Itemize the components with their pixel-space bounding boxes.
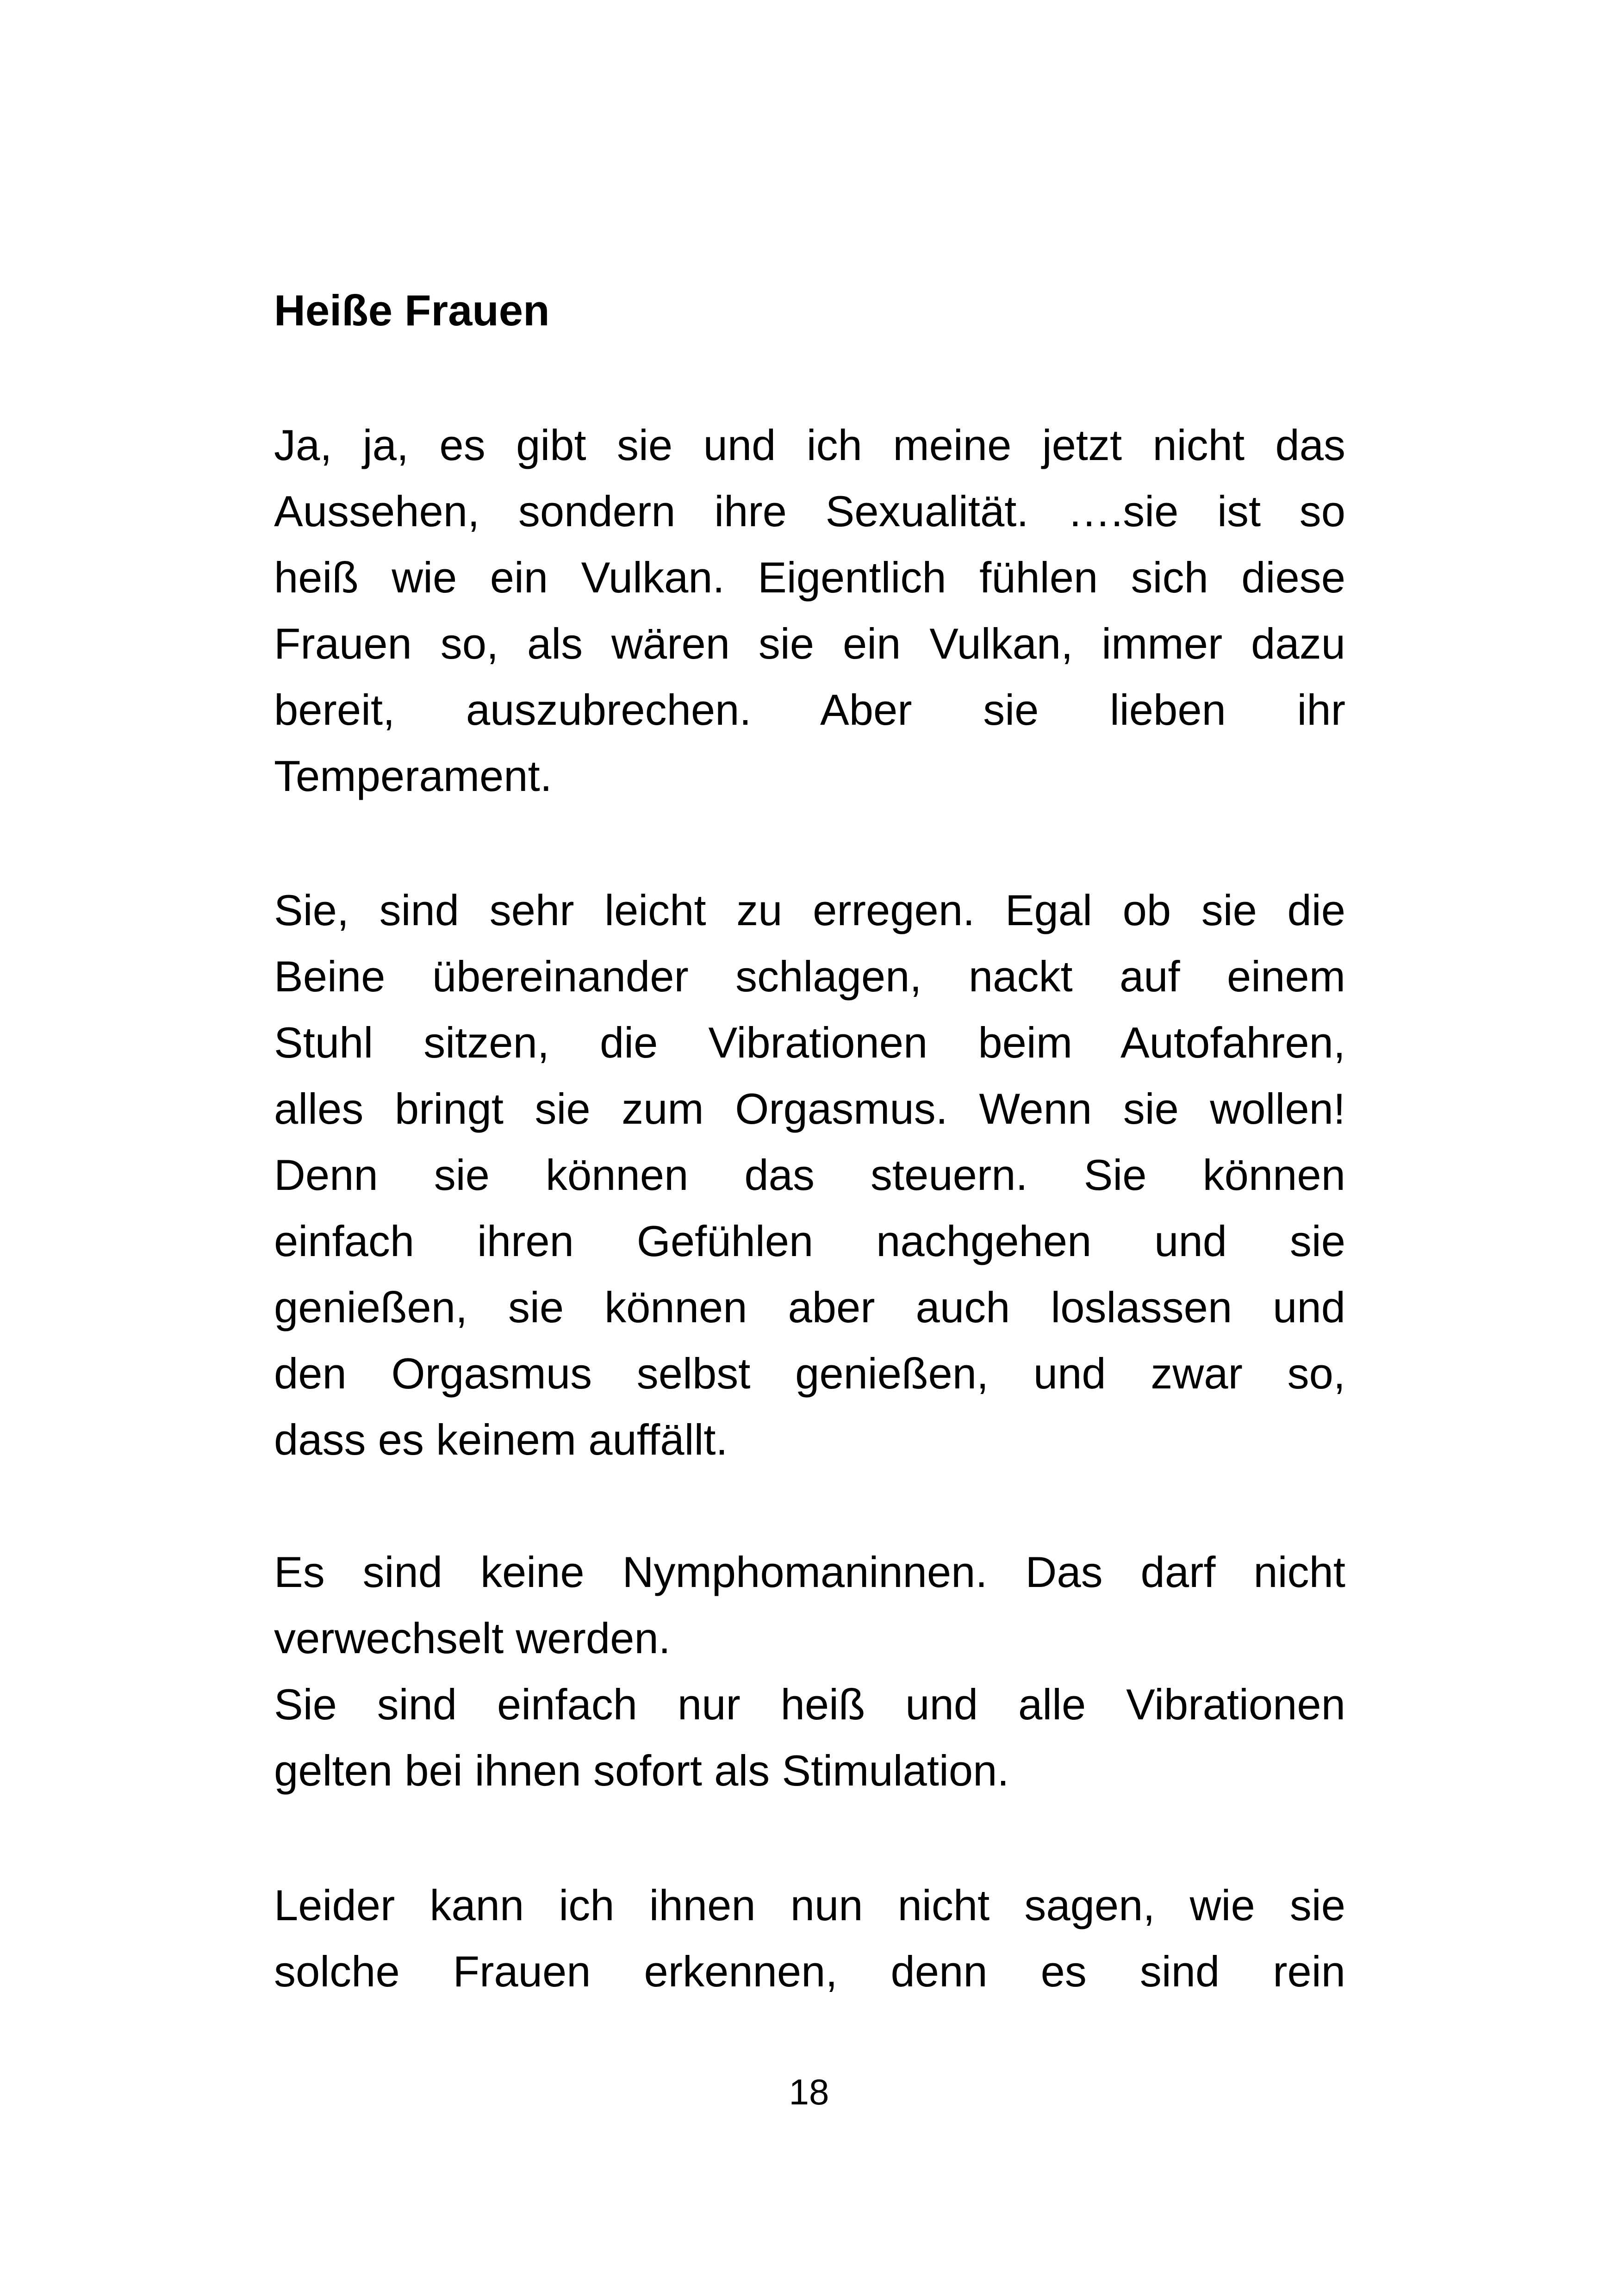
page-number: 18 xyxy=(789,2072,829,2112)
text-line: Stuhl sitzen, die Vibrationen beim Autofahren, xyxy=(274,1018,1345,1067)
text-line: einfach ihren Gefühlen nachgehen und sie xyxy=(274,1217,1345,1265)
text-line: genießen, sie können aber auch loslassen und xyxy=(274,1283,1345,1332)
text-line: solche Frauen erkennen, denn es sind rein xyxy=(274,1947,1345,1996)
text-line: gelten bei ihnen sofort als Stimulation. xyxy=(274,1746,1009,1795)
text-line: Denn sie können das steuern. Sie können xyxy=(274,1151,1345,1199)
text-line: Sie sind einfach nur heiß und alle Vibrationen xyxy=(274,1680,1345,1729)
text-line: Beine übereinander schlagen, nackt auf einem xyxy=(274,952,1345,1001)
chapter-heading: Heiße Frauen xyxy=(274,286,550,335)
text-line: dass es keinem auffällt. xyxy=(274,1415,728,1464)
paragraph-1 xyxy=(274,412,1345,809)
text-line: alles bringt sie zum Orgasmus. Wenn sie wollen! xyxy=(274,1084,1345,1133)
text-line: bereit, auszubrechen. Aber sie lieben ihr xyxy=(274,685,1345,734)
text-line: heiß wie ein Vulkan. Eigentlich fühlen sich diese xyxy=(274,553,1345,602)
text-line: verwechselt werden. xyxy=(274,1614,671,1662)
paragraph-3 xyxy=(274,1539,1345,1804)
text-line: Aussehen, sondern ihre Sexualität. ….sie ist so xyxy=(274,487,1345,535)
text-line: Frauen so, als wären sie ein Vulkan, immer dazu xyxy=(274,619,1345,668)
text-line: Temperament. xyxy=(274,752,552,800)
text-line: den Orgasmus selbst genießen, und zwar so, xyxy=(274,1349,1345,1398)
text-line: Sie, sind sehr leicht zu erregen. Egal ob sie die xyxy=(274,886,1345,934)
paragraph-4 xyxy=(274,1872,1345,2004)
text-line: Leider kann ich ihnen nun nicht sagen, wie sie xyxy=(274,1881,1345,1929)
text-line: Ja, ja, es gibt sie und ich meine jetzt nicht das xyxy=(274,421,1345,469)
text-line: Es sind keine Nymphomaninnen. Das darf nicht xyxy=(274,1548,1345,1596)
paragraph-2 xyxy=(274,877,1345,1473)
